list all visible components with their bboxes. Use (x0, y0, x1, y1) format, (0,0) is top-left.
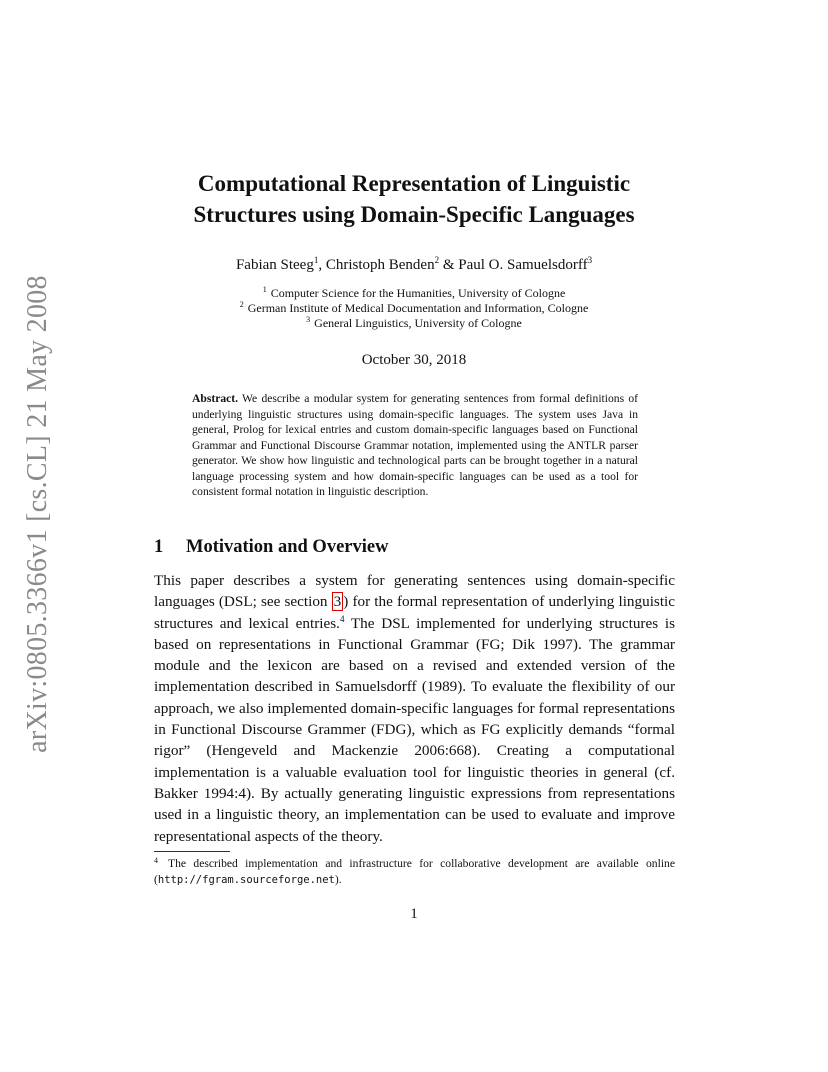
body-text-segment: This paper describes a system for generating sentences using domain-specific languages (DSL; see section (154, 572, 675, 611)
affiliation-text: General Linguistics, University of Cologne (314, 316, 522, 330)
footnote-divider (154, 851, 230, 852)
section-heading (154, 535, 388, 559)
section-reference-link[interactable]: 3 (333, 593, 342, 611)
affiliation-item (0, 286, 828, 301)
author-affiliation-mark: 2 (434, 255, 440, 265)
arxiv-identifier-stamp: arXiv:0805.3366v1 [cs.CL] 21 May 2008 (22, 275, 53, 753)
body-paragraph (154, 570, 675, 847)
footnote-text-end: ). (334, 873, 342, 886)
abstract-text: We describe a modular system for generating sentences from formal definitions of underlying linguistic structures using domain-specific languages. The system uses Java in general, Prolog for lexical entries and custom domain-specific languages based on Functional Grammar and Functional Discourse Grammar notation, implemented using the ANTLR parser generator. We show how linguistic and technological parts can be brought together in a natural language processing system and how domain-specific languages can be used as a tool for consistent formal notation in linguistic description. (192, 392, 638, 498)
affiliation-text: German Institute of Medical Documentation and Information, Cologne (247, 301, 589, 315)
abstract (192, 391, 638, 500)
affiliation-mark: 1 (262, 285, 267, 294)
footnote (154, 853, 675, 888)
author-name: Christoph Benden (325, 257, 435, 273)
footnote-mark: 4 (154, 856, 158, 865)
body-text-segment: The DSL implemented for underlying structures is based on representations in Functional Grammar (FG; Dik 1997). The grammar module and the lexicon are based on a revised and extended version of the implementation described in Samuelsdorff (1989). To evaluate the flexibility of our approach, we also implemented domain-specific languages for formal representations in Functional Discourse Grammer (FDG), which as FG explicitly demands “formal rigor” (Hengeveld and Mackenzie 2006:668). Creating a computational implementation is a valuable evaluation tool for linguistic theories in general (cf. Bakker 1994:4). By actually generating linguistic expressions from representations used in a linguistic theory, an implementation can be used to evaluate and improve representational aspects of the theory. (154, 614, 676, 845)
affiliation-mark: 3 (306, 315, 311, 324)
paper-title (0, 168, 828, 230)
author-affiliation-mark: 3 (587, 255, 593, 265)
affiliation-list (0, 286, 828, 331)
abstract-label: Abstract. (192, 392, 239, 405)
footnote-reference-link[interactable]: 4 (339, 613, 345, 624)
footnote-url[interactable]: http://fgram.sourceforge.net (157, 874, 335, 886)
author-name: Paul O. Samuelsdorff (458, 257, 588, 273)
paper-date: October 30, 2018 (361, 352, 467, 368)
page-number: 1 (410, 906, 418, 922)
footnote-text: The described implementation and infrastructure for collaborative development are available online ( (154, 857, 675, 886)
author-list (0, 255, 828, 275)
title-line-2: Structures using Domain-Specific Languages (193, 202, 635, 227)
body-text-segment: ) for the formal representation of underlying linguistic structures and lexical entries. (154, 593, 676, 632)
affiliation-item (0, 301, 828, 316)
section-title: Motivation and Overview (186, 537, 389, 557)
author-separator: , (318, 257, 326, 273)
affiliation-item (0, 316, 828, 331)
affiliation-text: Computer Science for the Humanities, University of Cologne (270, 286, 566, 300)
title-line-1: Computational Representation of Linguistic (197, 171, 631, 196)
affiliation-mark: 2 (239, 300, 244, 309)
author-affiliation-mark: 1 (313, 255, 319, 265)
author-name: Fabian Steeg (235, 257, 314, 273)
section-number: 1 (154, 537, 164, 557)
author-separator: & (439, 257, 459, 273)
